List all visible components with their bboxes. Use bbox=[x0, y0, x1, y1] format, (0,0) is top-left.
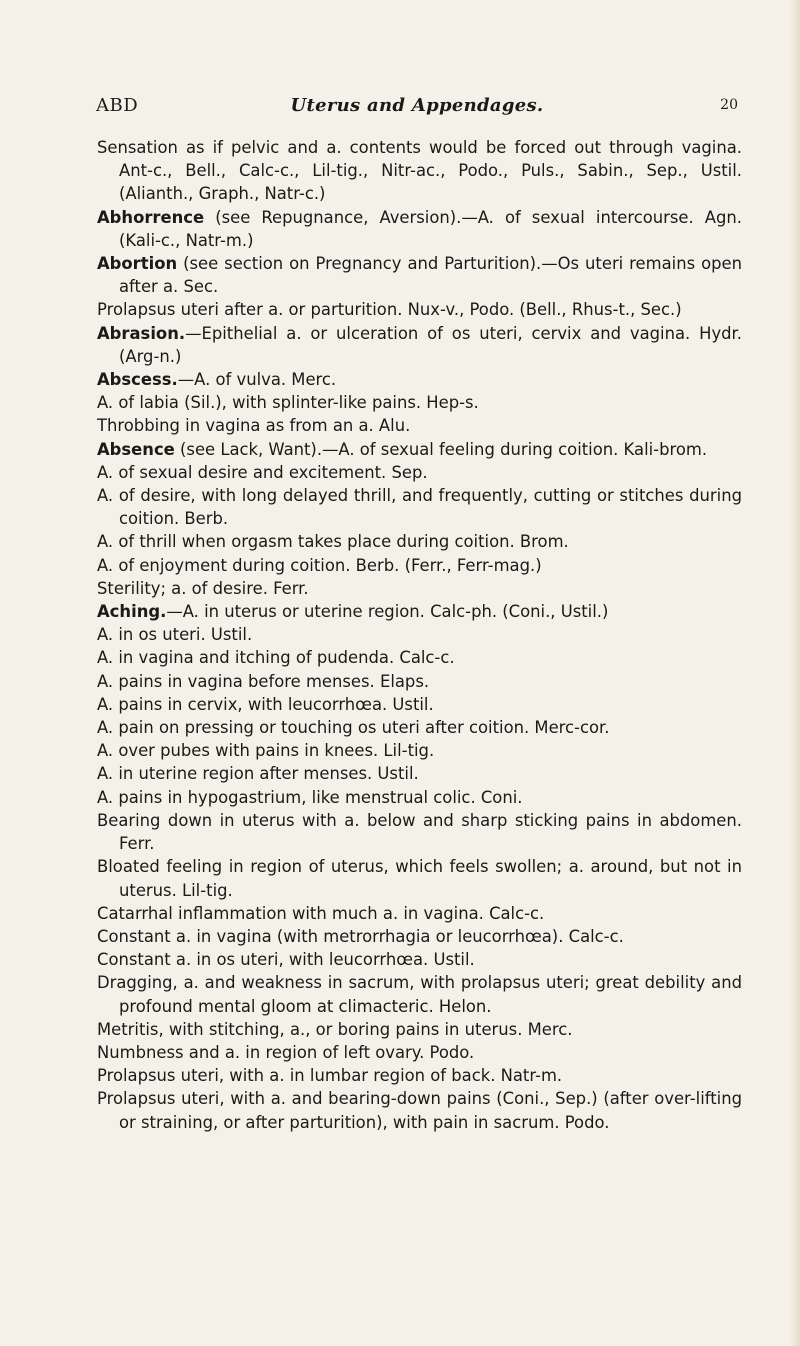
header-chapter-title: Uterus and Appendages. bbox=[290, 95, 544, 116]
sub-rubric-entry bbox=[97, 739, 742, 762]
repertory-entries bbox=[97, 136, 742, 1134]
entry-text: A. pain on pressing or touching os uteri after coition. Merc-cor. bbox=[97, 718, 610, 738]
sub-rubric-entry bbox=[97, 1041, 742, 1064]
sub-rubric-entry bbox=[97, 762, 742, 785]
rubric-term: Aching. bbox=[97, 602, 167, 622]
sub-rubric-entry bbox=[97, 971, 742, 1017]
entry-text: Dragging, a. and weakness in sacrum, with prolapsus uteri; great debility and profound mental gloom at climacteric. Helon. bbox=[97, 973, 742, 1016]
rubric-term: Abortion bbox=[97, 254, 178, 274]
sub-rubric-entry bbox=[97, 1087, 742, 1133]
entry-text: A. of thrill when orgasm takes place during coition. Brom. bbox=[97, 532, 569, 552]
sub-rubric-entry bbox=[97, 484, 742, 530]
entry-text: A. in vagina and itching of pudenda. Calc-c. bbox=[97, 648, 455, 668]
entry-text: A. in uterine region after menses. Ustil. bbox=[97, 764, 419, 784]
entry-text: A. over pubes with pains in knees. Lil-tig. bbox=[97, 741, 435, 761]
entry-text: —A. of vulva. Merc. bbox=[177, 370, 337, 390]
sub-rubric-entry bbox=[97, 461, 742, 484]
entry-text: —A. in uterus or uterine region. Calc-ph. (Coni., Ustil.) bbox=[166, 602, 609, 622]
entry-text: (see Lack, Want).—A. of sexual feeling during coition. Kali-brom. bbox=[174, 439, 708, 459]
sub-rubric-entry bbox=[97, 902, 742, 925]
entry-text: Prolapsus uteri after a. or parturition. Nux-v., Podo. (Bell., Rhus-t., Sec.) bbox=[97, 300, 682, 320]
sub-rubric-entry bbox=[97, 554, 742, 577]
rubric-term: Abrasion. bbox=[97, 323, 186, 343]
entry-text: (see Repugnance, Aversion).—A. of sexual intercourse. Agn. (Kali-c., Natr-m.) bbox=[119, 207, 742, 250]
rubric-entry bbox=[97, 438, 742, 461]
entry-text: (see section on Pregnancy and Parturition).—Os uteri remains open after a. Sec. bbox=[119, 254, 742, 297]
entry-text: A. in os uteri. Ustil. bbox=[97, 625, 253, 645]
sub-rubric-entry bbox=[97, 577, 742, 600]
sub-rubric-entry bbox=[97, 925, 742, 948]
entry-text: Bloated feeling in region of uterus, which feels swollen; a. around, but not in uterus. Lil-tig. bbox=[97, 857, 742, 900]
entry-text: Sensation as if pelvic and a. contents would be forced out through vagina. Ant-c., Bell., Calc-c., Lil-tig., Nitr-ac., Podo., Puls., Sabin., Sep., Ustil. (Alianth., Graph., Natr-c.) bbox=[97, 138, 742, 204]
sub-rubric-entry bbox=[97, 786, 742, 809]
entry-text: Constant a. in vagina (with metrorrhagia or leucorrhœa). Calc-c. bbox=[97, 926, 624, 946]
entry-text: Prolapsus uteri, with a. and bearing-down pains (Coni., Sep.) (after over-lifting or straining, or after parturition), with pain in sacrum. Podo. bbox=[97, 1089, 742, 1132]
sub-rubric-entry bbox=[97, 136, 742, 206]
sub-rubric-entry bbox=[97, 855, 742, 901]
sub-rubric-entry bbox=[97, 530, 742, 553]
entry-text: A. of enjoyment during coition. Berb. (Ferr., Ferr-mag.) bbox=[97, 555, 542, 575]
entry-text: Constant a. in os uteri, with leucorrhœa. Ustil. bbox=[97, 950, 475, 970]
entry-text: Sterility; a. of desire. Ferr. bbox=[97, 578, 309, 598]
rubric-term: Absence bbox=[97, 439, 175, 459]
sub-rubric-entry bbox=[97, 693, 742, 716]
entry-text: A. of sexual desire and excitement. Sep. bbox=[97, 462, 428, 482]
entry-text: Catarrhal inflammation with much a. in vagina. Calc-c. bbox=[97, 903, 545, 923]
entry-text: Throbbing in vagina as from an a. Alu. bbox=[97, 416, 411, 436]
sub-rubric-entry bbox=[97, 1018, 742, 1041]
entry-text: A. of labia (Sil.), with splinter-like pains. Hep-s. bbox=[97, 393, 479, 413]
entry-text: Metritis, with stitching, a., or boring pains in uterus. Merc. bbox=[97, 1019, 573, 1039]
rubric-term: Abscess. bbox=[97, 370, 178, 390]
page-edge bbox=[790, 0, 800, 1346]
sub-rubric-entry bbox=[97, 391, 742, 414]
rubric-entry bbox=[97, 600, 742, 623]
header-section-abbrev: ABD bbox=[96, 95, 139, 116]
entry-text: A. pains in vagina before menses. Elaps. bbox=[97, 671, 430, 691]
sub-rubric-entry bbox=[97, 670, 742, 693]
entry-text: A. of desire, with long delayed thrill, and frequently, cutting or stitches during coition. Berb. bbox=[97, 486, 742, 529]
rubric-entry bbox=[97, 322, 742, 368]
entry-text: Numbness and a. in region of left ovary. Podo. bbox=[97, 1042, 475, 1062]
sub-rubric-entry bbox=[97, 716, 742, 739]
sub-rubric-entry bbox=[97, 948, 742, 971]
rubric-term: Abhorrence bbox=[97, 207, 205, 227]
entry-text: Bearing down in uterus with a. below and sharp sticking pains in abdomen. Ferr. bbox=[97, 810, 742, 854]
entry-text: A. pains in cervix, with leucorrhœa. Ustil. bbox=[97, 694, 434, 714]
sub-rubric-entry bbox=[97, 623, 742, 646]
rubric-entry bbox=[97, 368, 742, 391]
rubric-entry bbox=[97, 252, 742, 298]
entry-text: —Epithelial a. or ulceration of os uteri, cervix and vagina. Hydr. (Arg-n.) bbox=[119, 323, 742, 366]
page-number: 20 bbox=[720, 97, 738, 113]
rubric-entry bbox=[97, 206, 742, 252]
entry-text: Prolapsus uteri, with a. in lumbar region of back. Natr-m. bbox=[97, 1066, 563, 1086]
sub-rubric-entry bbox=[97, 646, 742, 669]
sub-rubric-entry bbox=[97, 809, 742, 855]
entry-text: A. pains in hypogastrium, like menstrual colic. Coni. bbox=[97, 787, 523, 807]
sub-rubric-entry bbox=[97, 414, 742, 437]
sub-rubric-entry bbox=[97, 1064, 742, 1087]
sub-rubric-entry bbox=[97, 298, 742, 321]
running-header bbox=[96, 95, 738, 125]
